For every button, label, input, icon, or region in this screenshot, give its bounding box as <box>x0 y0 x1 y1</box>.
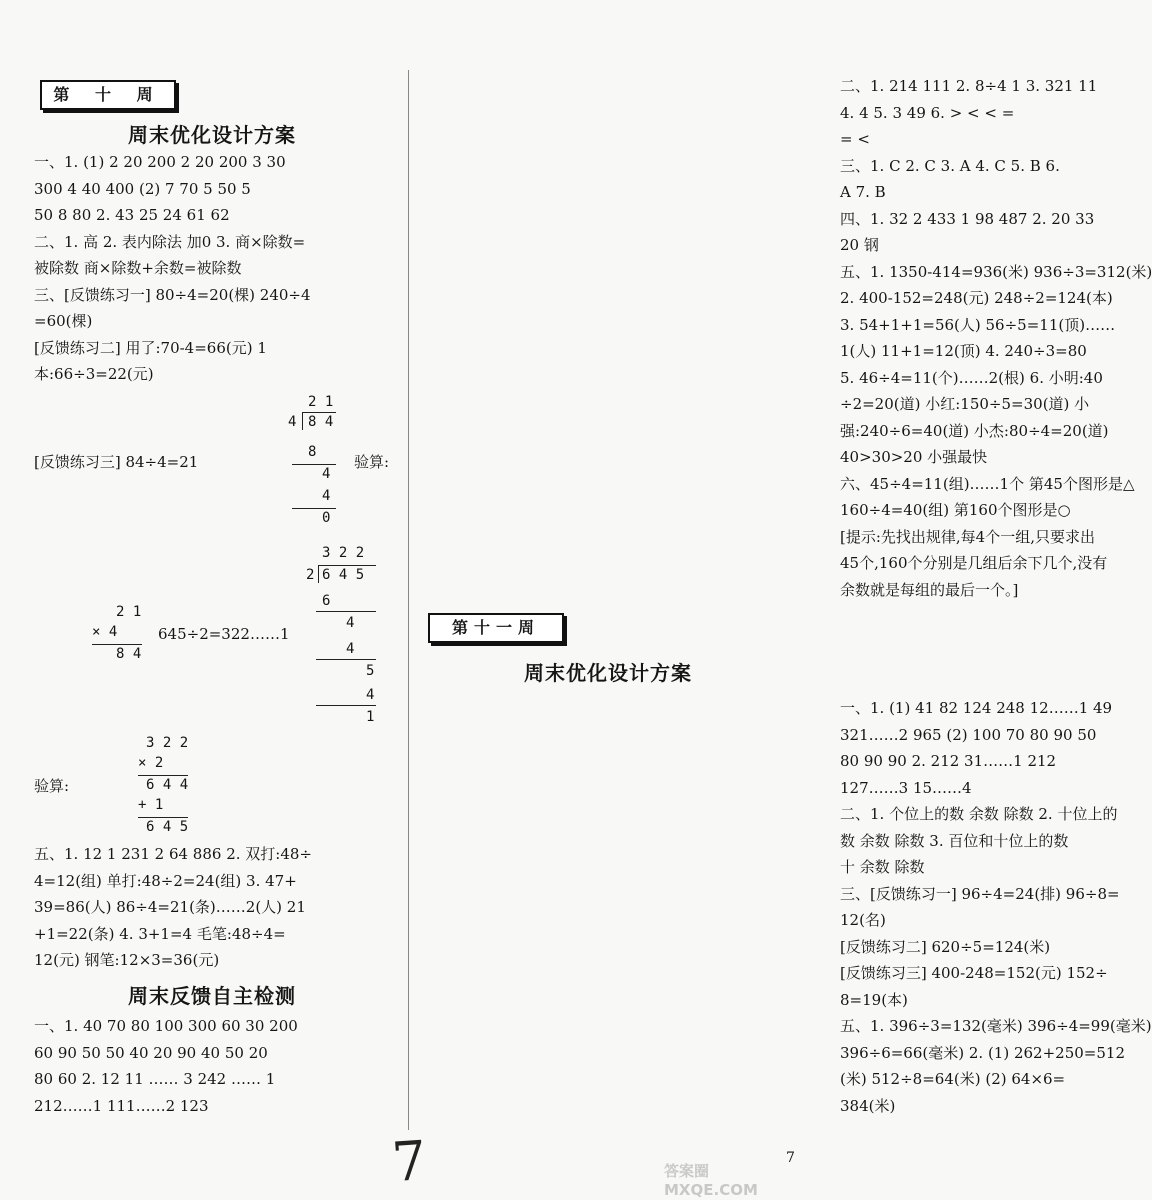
left-line-top-9: 本:66÷3=22(元) <box>34 365 154 383</box>
right-line-top-6: 四、1. 32 2 433 1 98 487 2. 20 33 <box>840 209 1095 228</box>
left-line-bottom-2: 4=12(组) 单打:48÷2=24(组) 3. 47+ <box>34 871 297 890</box>
long-division-645 <box>306 545 386 735</box>
handwritten-seven: 7 <box>389 1128 429 1195</box>
div2-step1: 6 <box>322 593 331 609</box>
mult2-op: × 2 <box>138 755 164 771</box>
div2-dividend: 6 4 5 <box>322 567 365 583</box>
left-line-bottom-3: 39=86(人) 86÷4=21(条)……2(人) 21 <box>34 898 306 916</box>
right-line-top-11: 1(人) 11+1=12(顶) 4. 240÷3=80 <box>840 342 1087 360</box>
left-line-test-3: 80 60 2. 12 11 …… 3 242 …… 1 <box>34 1070 276 1088</box>
section-title-design-plan: 周末优化设计方案 <box>128 123 296 147</box>
left-line-top-2: 300 4 40 400 (2) 7 70 5 50 5 <box>34 179 251 198</box>
right-line-top-12: 5. 46÷4=11(个)……2(根) 6. 小明:40 <box>840 368 1103 387</box>
section-title-self-test: 周末反馈自主检测 <box>128 984 296 1008</box>
right-line-bottom-1: 一、1. (1) 41 82 124 248 12……1 49 <box>840 699 1113 717</box>
div1-step4: 0 <box>322 510 331 526</box>
check-label-2: 验算: <box>34 777 70 795</box>
right-line-bottom-5: 二、1. 个位上的数 余数 除数 2. 十位上的 <box>840 805 1118 823</box>
div1-step3: 4 <box>322 488 331 504</box>
right-line-top-4: 三、1. C 2. C 3. A 4. C 5. B 6. <box>840 156 1060 175</box>
right-line-top-7: 20 钢 <box>840 236 879 254</box>
right-line-top-20: 余数就是每组的最后一个。] <box>840 580 1019 599</box>
left-line-top-7: =60(棵) <box>34 312 93 330</box>
div2-step2: 4 <box>346 615 355 631</box>
div1-quotient: 2 1 <box>308 394 334 410</box>
right-line-bottom-15: (米) 512÷8=64(米) (2) 64×6= <box>840 1070 1066 1088</box>
left-line-top-8: [反馈练习二] 用了:70-4=66(元) 1 <box>34 338 267 357</box>
right-line-top-3: = < <box>840 130 870 148</box>
div1-dividend: 8 4 <box>308 414 334 430</box>
div2-quotient: 3 2 2 <box>322 545 365 561</box>
right-line-top-10: 3. 54+1+1=56(人) 56÷5=11(顶)…… <box>840 315 1116 334</box>
right-line-top-18: [提示:先找出规律,每4个一组,只要求出 <box>840 527 1095 546</box>
right-line-top-13: ÷2=20(道) 小红:150÷5=30(道) 小 <box>840 395 1090 413</box>
equation-645-div-2: 645÷2=322……1 <box>158 625 290 643</box>
multiplication-21x4 <box>92 604 152 664</box>
left-line-bottom-4: +1=22(条) 4. 3+1=4 毛笔:48÷4= <box>34 924 286 943</box>
mult1-top: 2 1 <box>116 604 142 620</box>
week-eleven-label: 第十一周 <box>428 613 564 643</box>
right-line-top-5: A 7. B <box>840 183 886 201</box>
left-line-test-4: 212……1 111……2 123 <box>34 1096 209 1115</box>
left-line-top-6: 三、[反馈练习一] 80÷4=20(棵) 240÷4 <box>34 285 311 304</box>
div1-step2: 4 <box>322 466 331 482</box>
left-line-test-1: 一、1. 40 70 80 100 300 60 30 200 <box>34 1017 298 1035</box>
right-line-bottom-10: [反馈练习二] 620÷5=124(米) <box>840 937 1051 956</box>
section-title-design-plan-2: 周末优化设计方案 <box>524 661 692 685</box>
div2-step3: 4 <box>346 641 355 657</box>
mult2-add: + 1 <box>138 797 164 813</box>
div1-divisor: 4 <box>288 414 297 430</box>
right-line-top-1: 二、1. 214 111 2. 8÷4 1 3. 321 11 <box>840 77 1098 95</box>
right-line-bottom-11: [反馈练习三] 400-248=152(元) 152÷ <box>840 964 1108 982</box>
watermark: 答案圈 MXQE.COM <box>664 1162 758 1199</box>
mult1-result: 8 4 <box>116 646 142 662</box>
feedback-3-label: [反馈练习三] 84÷4=21 <box>34 453 199 471</box>
left-line-bottom-1: 五、1. 12 1 231 2 64 886 2. 双打:48÷ <box>34 845 312 863</box>
right-line-top-15: 40>30>20 小强最快 <box>840 448 988 466</box>
left-line-bottom-5: 12(元) 钢笔:12×3=36(元) <box>34 951 220 969</box>
right-line-bottom-16: 384(米) <box>840 1096 896 1115</box>
right-line-bottom-4: 127……3 15……4 <box>840 778 972 797</box>
right-line-bottom-9: 12(名) <box>840 911 886 929</box>
div2-step4: 5 <box>366 663 375 679</box>
right-line-bottom-6: 数 余数 除数 3. 百位和十位上的数 <box>840 831 1069 850</box>
mult2-result: 6 4 5 <box>146 819 189 835</box>
mult1-op: × 4 <box>92 624 118 640</box>
column-divider <box>408 70 409 1130</box>
right-line-top-17: 160÷4=40(组) 第160个图形是○ <box>840 501 1071 519</box>
div2-step5: 4 <box>366 687 375 703</box>
right-line-bottom-8: 三、[反馈练习一] 96÷4=24(排) 96÷8= <box>840 884 1120 903</box>
right-line-top-16: 六、45÷4=11(组)……1个 第45个图形是△ <box>840 474 1135 493</box>
right-line-top-19: 45个,160个分别是几组后余下几个,没有 <box>840 554 1108 572</box>
week-ten-label: 第 十 周 <box>40 80 176 110</box>
left-line-top-1: 一、1. (1) 2 20 200 2 20 200 3 30 <box>34 153 286 171</box>
right-line-bottom-3: 80 90 90 2. 212 31……1 212 <box>840 752 1057 770</box>
left-line-top-3: 50 8 80 2. 43 25 24 61 62 <box>34 206 230 224</box>
right-line-bottom-7: 十 余数 除数 <box>840 858 925 876</box>
left-line-top-4: 二、1. 高 2. 表内除法 加0 3. 商×除数= <box>34 232 306 251</box>
right-line-top-8: 五、1. 1350-414=936(米) 936÷3=312(米) <box>840 262 1152 281</box>
long-division-84 <box>288 392 348 532</box>
left-line-top-5: 被除数 商×除数+余数=被除数 <box>34 259 242 277</box>
right-line-bottom-14: 396÷6=66(毫米) 2. (1) 262+250=512 <box>840 1043 1125 1062</box>
right-line-top-9: 2. 400-152=248(元) 248÷2=124(本) <box>840 289 1113 307</box>
mult2-mid: 6 4 4 <box>146 777 189 793</box>
check-multiplication-322x2 <box>138 735 198 835</box>
div2-divisor: 2 <box>306 567 315 583</box>
mult2-top: 3 2 2 <box>146 735 189 751</box>
check-label: 验算: <box>354 453 390 471</box>
right-line-bottom-12: 8=19(本) <box>840 990 908 1009</box>
div1-step1: 8 <box>308 444 317 460</box>
right-line-bottom-2: 321……2 965 (2) 100 70 80 90 50 <box>840 725 1097 744</box>
right-line-top-2: 4. 4 5. 3 49 6. > < < = <box>840 103 1015 122</box>
page-number: 7 <box>786 1150 795 1166</box>
left-line-test-2: 60 90 50 50 40 20 90 40 50 20 <box>34 1043 268 1062</box>
right-line-top-14: 强:240÷6=40(道) 小杰:80÷4=20(道) <box>840 421 1109 440</box>
right-line-bottom-13: 五、1. 396÷3=132(毫米) 396÷4=99(毫米) <box>840 1017 1152 1035</box>
div2-step6: 1 <box>366 709 375 725</box>
